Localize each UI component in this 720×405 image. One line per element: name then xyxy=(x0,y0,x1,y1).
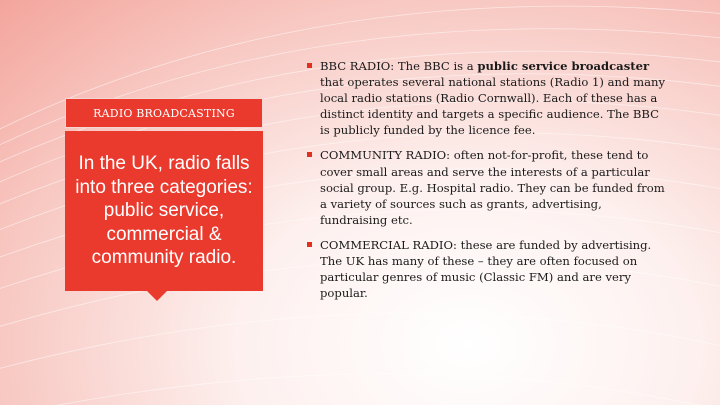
callout-pointer-icon xyxy=(147,291,167,301)
bullet-bbc-intro: BBC RADIO: The BBC is a xyxy=(320,59,478,73)
bullet-bbc-emphasis: public service broadcaster xyxy=(477,59,650,73)
slide-title: In the UK, radio falls into three categories: public service, commercial & community radio. xyxy=(75,153,253,269)
square-bullet-icon xyxy=(307,63,312,68)
section-label xyxy=(65,98,263,128)
bullet-item-commercial-radio xyxy=(306,237,666,301)
bullet-bbc-rest: that operates several national stations (Radio 1) and many local radio stations (Radio Cornwall). Each of these has a distinct identity and targets a specific audience. The BBC is publicly funded by the licence fee. xyxy=(320,75,666,138)
bullet-item-community-radio xyxy=(306,147,666,227)
bullet-list xyxy=(306,58,666,310)
slide-title-box xyxy=(65,131,263,291)
section-label-text: RADIO BROADCASTING xyxy=(93,106,235,120)
square-bullet-icon xyxy=(307,242,312,247)
square-bullet-icon xyxy=(307,152,312,157)
bullet-item-bbc-radio xyxy=(306,58,666,138)
bullet-community-text: COMMUNITY RADIO: often not-for-profit, these tend to cover small areas and serve the interests of a particular social group. E.g. Hospital radio. They can be funded from a variety of sources such as grants, advertising, fundraising etc. xyxy=(320,148,665,227)
bullet-commercial-text: COMMERCIAL RADIO: these are funded by advertising. The UK has many of these – they are often focused on particular genres of music (Classic FM) and are very popular. xyxy=(320,237,652,301)
